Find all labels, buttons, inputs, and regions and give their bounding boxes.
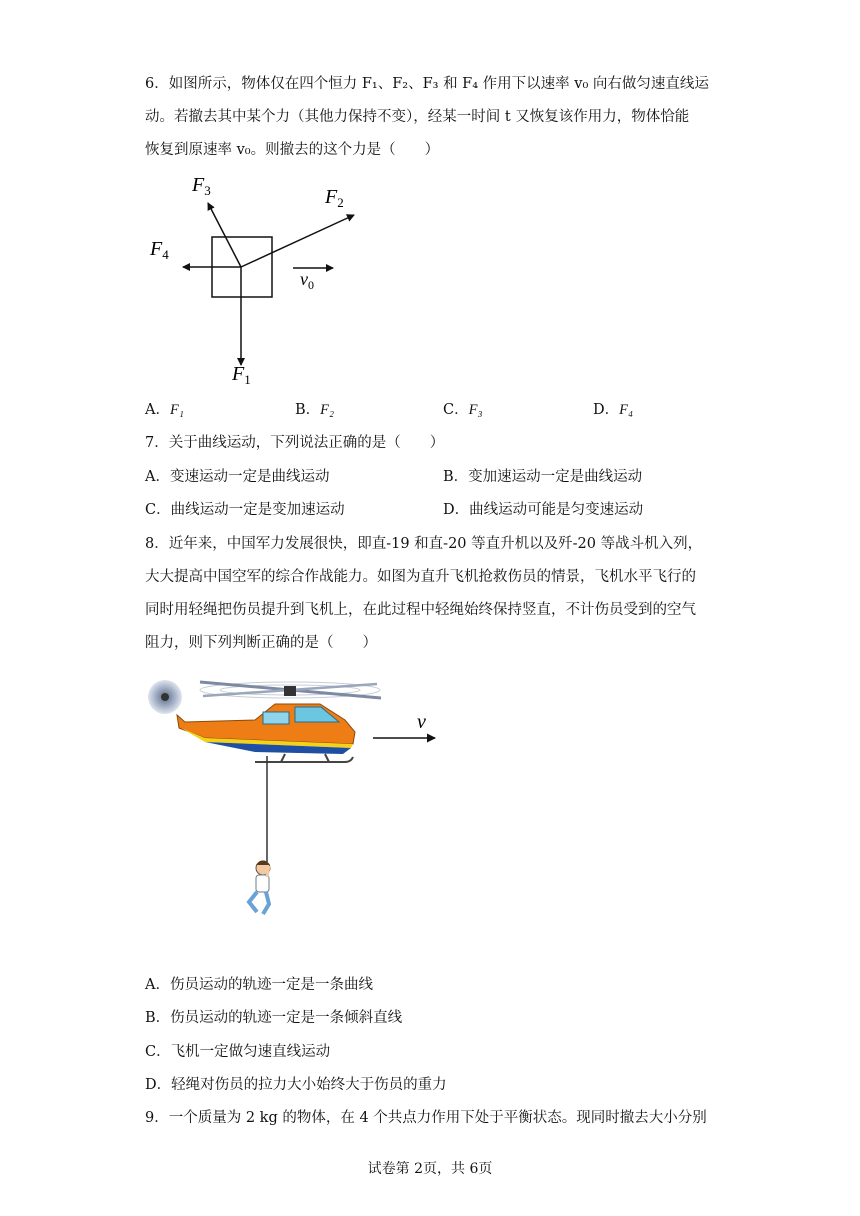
q8-stem-line-3: 同时用轻绳把伤员提升到飞机上，在此过程中轻绳始终保持竖直，不计伤员受到的空气 (145, 602, 696, 618)
f4-label: $F_4$ (150, 238, 169, 262)
q8-stem-line-1: 8．近年来，中国军力发展很快，即直-19 和直-20 等直升机以及歼-20 等战斗机入列， (145, 536, 703, 552)
injured-person (249, 861, 270, 915)
q8-option-c[interactable]: C．飞机一定做匀速直线运动 (145, 1044, 331, 1060)
velocity-label: v (417, 711, 426, 733)
q7-option-a[interactable]: A．变速运动一定是曲线运动 (145, 469, 330, 485)
q6-option-c[interactable]: C．F₃ (443, 402, 483, 418)
q7-option-b[interactable]: B．变加速运动一定是曲线运动 (443, 469, 643, 485)
page-footer: 试卷第 2页，共 6页 (367, 1161, 493, 1177)
q8-stem-line-4: 阻力，则下列判断正确的是（ ） (145, 635, 377, 651)
q8-option-b[interactable]: B．伤员运动的轨迹一定是一条倾斜直线 (145, 1010, 403, 1026)
f3-arrow (208, 203, 241, 267)
q6-option-d[interactable]: D．F₄ (593, 402, 634, 418)
f2-label: $F_2$ (325, 186, 344, 210)
f3-label: $F_3$ (192, 174, 211, 198)
q8-option-a[interactable]: A．伤员运动的轨迹一定是一条曲线 (145, 977, 373, 993)
q6-option-a[interactable]: A．F₁ (145, 402, 184, 418)
q7-option-d[interactable]: D．曲线运动可能是匀变速运动 (443, 502, 644, 518)
q8-stem-line-2: 大大提高中国空军的综合作战能力。如图为直升飞机抢救伤员的情景，飞机水平飞行的 (145, 569, 696, 585)
q7-option-c[interactable]: C．曲线运动一定是变加速运动 (145, 502, 345, 518)
q7-stem: 7．关于曲线运动，下列说法正确的是（ ） (145, 435, 445, 451)
q8-helicopter-figure (145, 670, 445, 925)
q6-stem-line-1: 6．如图所示，物体仅在四个恒力 F₁、F₂、F₃ 和 F₄ 作用下以速率 v₀ 向右做匀速直线运 (145, 76, 709, 92)
q6-force-diagram (140, 165, 380, 390)
landing-skids (255, 754, 353, 762)
v0-label: $v_0$ (300, 269, 314, 292)
f2-arrow (241, 215, 354, 267)
q9-stem-line-1: 9．一个质量为 2 kg 的物体，在 4 个共点力作用下处于平衡状态。现同时撤去大小分别 (145, 1110, 707, 1126)
q8-option-d[interactable]: D．轻绳对伤员的拉力大小始终大于伤员的重力 (145, 1077, 447, 1093)
f1-label: $F_1$ (232, 363, 251, 387)
q6-stem-line-3: 恢复到原速率 v₀。则撤去的这个力是（ ） (145, 142, 440, 158)
q6-stem-line-2: 动。若撤去其中某个力（其他力保持不变），经某一时间 t 又恢复该作用力，物体恰能 (145, 109, 690, 125)
q6-option-b[interactable]: B．F₂ (295, 402, 335, 418)
main-rotor (200, 682, 381, 698)
fuselage (177, 704, 355, 754)
